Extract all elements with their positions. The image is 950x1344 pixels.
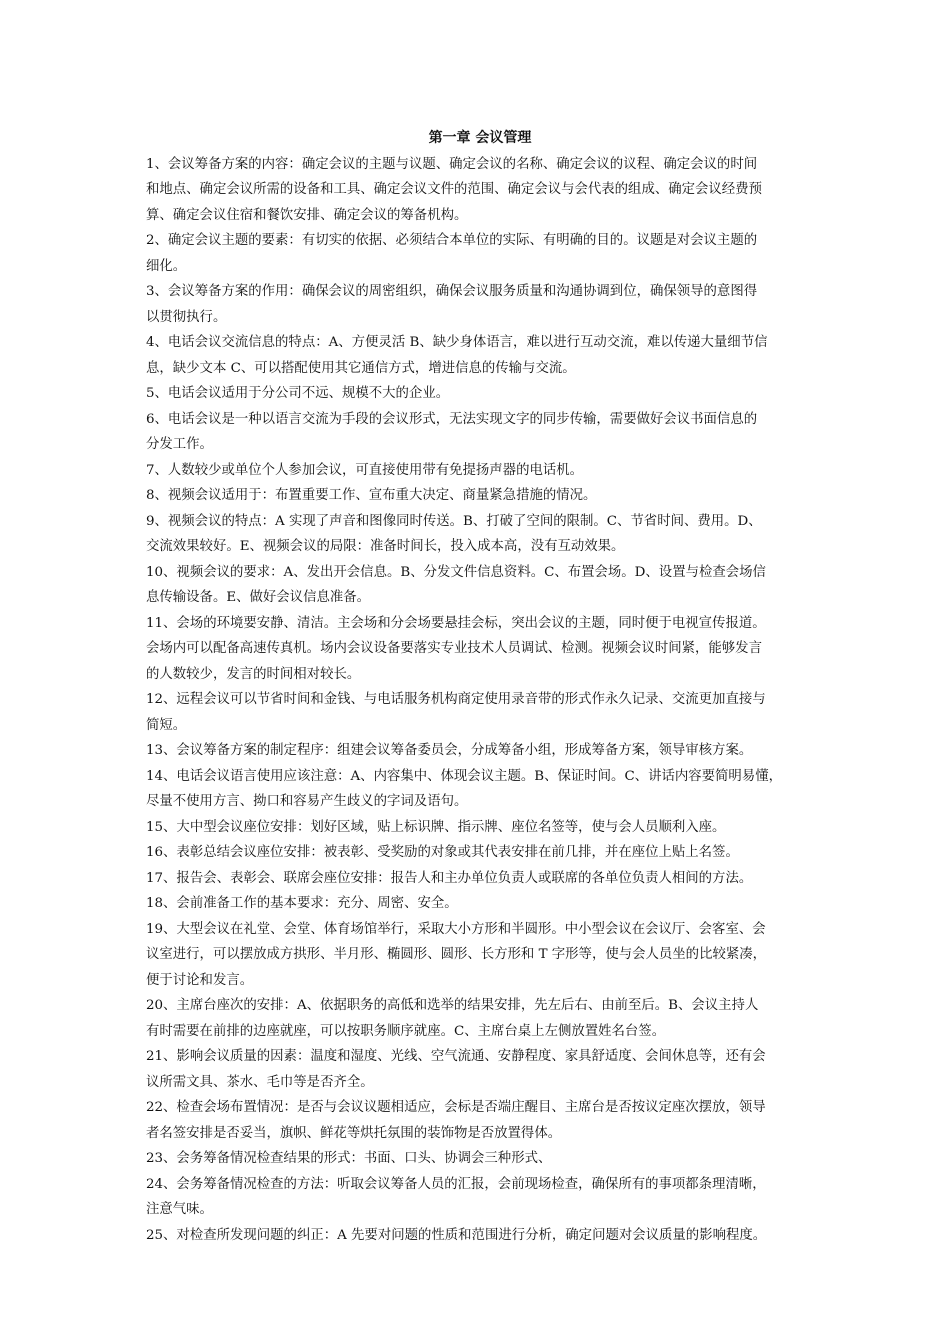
text-line: 的人数较少，发言的时间相对较长。 [146, 666, 361, 682]
text-line: 17、报告会、表彰会、联席会座位安排：报告人和主办单位负责人或联席的各单位负责人相间的方法。 [146, 870, 753, 886]
text-line: 1、会议筹备方案的内容：确定会议的主题与议题、确定会议的名称、确定会议的议程、确定会议的时间 [146, 156, 758, 172]
text-line: 20、主席台座次的安排：A、依据职务的高低和选举的结果安排，先左后右、由前至后。B、会议主持人 [146, 998, 759, 1013]
text-line: 有时需要在前排的边座就座，可以按职务顺序就座。C、主席台桌上左侧放置姓名台签。 [146, 1023, 666, 1039]
paragraph [146, 407, 814, 458]
text-line: 23、会务筹备情况检查结果的形式：书面、口头、协调会三种形式、 [146, 1151, 552, 1166]
text-line: 7、人数较少或单位个人参加会议，可直接使用带有免提扬声器的电话机。 [146, 462, 584, 478]
paragraph [146, 1044, 814, 1095]
paragraph [146, 279, 814, 330]
paragraph [146, 917, 814, 994]
text-line: 10、视频会议的要求：A、发出开会信息。B、分发文件信息资料。C、布置会场。D、设置与检查会场信 [146, 564, 766, 580]
text-line: 者名签安排是否妥当，旗帜、鲜花等烘托氛围的装饰物是否放置得体。 [146, 1125, 562, 1141]
paragraph [146, 458, 814, 484]
paragraph [146, 483, 814, 509]
text-line: 4、电话会议交流信息的特点：A、方便灵活 B、缺少身体语言，难以进行互动交流，难以传递大量细节信 [146, 335, 768, 350]
text-line: 11、会场的环境要安静、清洁。主会场和分会场要悬挂会标，突出会议的主题，同时便于电视宣传报道。 [146, 615, 766, 631]
text-line: 会场内可以配备高速传真机。场内会议设备要落实专业技术人员调试、检测。视频会议时间紧，能够发言 [146, 641, 762, 656]
paragraph [146, 815, 814, 841]
text-line: 算、确定会议住宿和餐饮安排、确定会议的筹备机构。 [146, 207, 468, 223]
text-line: 3、会议筹备方案的作用：确保会议的周密组织，确保会议服务质量和沟通协调到位，确保领导的意图得 [146, 284, 758, 299]
document-body [146, 126, 814, 1248]
paragraph [146, 1223, 814, 1249]
paragraph [146, 993, 814, 1044]
text-line: 25、对检查所发现问题的纠正：A 先要对问题的性质和范围进行分析，确定问题对会议质量的影响程度。 [146, 1227, 767, 1243]
text-line: 息传输设备。E、做好会议信息准备。 [146, 590, 371, 605]
chapter-title: 第一章 会议管理 [428, 130, 532, 146]
paragraph [146, 509, 814, 560]
text-line: 13、会议筹备方案的制定程序：组建会议筹备委员会，分成筹备小组，形成筹备方案，领导审核方案。 [146, 743, 753, 758]
paragraph [146, 1095, 814, 1146]
text-line: 和地点、确定会议所需的设备和工具、确定会议文件的范围、确定会议与会代表的组成、确定会议经费预 [146, 182, 762, 197]
text-line: 19、大型会议在礼堂、会堂、体育场馆举行，采取大小方形和半圆形。中小型会议在会议厅、会客室、会 [146, 921, 766, 937]
paragraph-list [146, 152, 814, 1249]
paragraph [146, 738, 814, 764]
text-line: 24、会务筹备情况检查的方法：听取会议筹备人员的汇报，会前现场检查，确保所有的事项都条理清晰， [146, 1176, 766, 1192]
text-line: 16、表彰总结会议座位安排：被表彰、受奖励的对象或其代表安排在前几排，并在座位上贴上名签。 [146, 845, 739, 860]
text-line: 分发工作。 [146, 437, 213, 452]
paragraph [146, 891, 814, 917]
paragraph [146, 866, 814, 892]
text-line: 细化。 [146, 258, 187, 274]
text-line: 9、视频会议的特点：A 实现了声音和图像同时传送。B、打破了空间的限制。C、节省时间、费用。D、 [146, 513, 762, 529]
paragraph [146, 840, 814, 866]
paragraph [146, 611, 814, 688]
text-line: 22、检查会场布置情况：是否与会议议题相适应，会标是否端庄醒目、主席台是否按议定座次摆放，领导 [146, 1100, 766, 1115]
paragraph [146, 381, 814, 407]
text-line: 交流效果较好。E、视频会议的局限：准备时间长，投入成本高，没有互动效果。 [146, 539, 625, 554]
paragraph [146, 152, 814, 229]
paragraph [146, 1172, 814, 1223]
text-line: 12、远程会议可以节省时间和金钱、与电话服务机构商定使用录音带的形式作永久记录、交流更加直接与 [146, 692, 766, 707]
text-line: 8、视频会议适用于：布置重要工作、宣布重大决定、商量紧急措施的情况。 [146, 488, 597, 503]
text-line: 简短。 [146, 717, 187, 733]
text-line: 息，缺少文本 C、可以搭配使用其它通信方式，增进信息的传输与交流。 [146, 360, 576, 376]
text-line: 尽量不使用方言、拗口和容易产生歧义的字词及语句。 [146, 794, 468, 809]
text-line: 5、电话会议适用于分公司不远、规模不大的企业。 [146, 386, 450, 401]
text-line: 15、大中型会议座位安排：划好区域，贴上标识牌、指示牌、座位名签等，使与会人员顺利入座。 [146, 819, 726, 835]
text-line: 注意气味。 [146, 1202, 213, 1217]
text-line: 6、电话会议是一种以语言交流为手段的会议形式，无法实现文字的同步传输，需要做好会议书面信息的 [146, 411, 758, 427]
paragraph [146, 228, 814, 279]
text-line: 14、电话会议语言使用应该注意：A、内容集中、体现会议主题。B、保证时间。C、讲话内容要简明易懂， [146, 768, 782, 784]
paragraph [146, 687, 814, 738]
text-line: 便于讨论和发言。 [146, 972, 254, 988]
text-line: 2、确定会议主题的要素：有切实的依据、必须结合本单位的实际、有明确的目的。议题是对会议主题的 [146, 233, 758, 248]
paragraph [146, 764, 814, 815]
text-line: 议室进行，可以摆放成方拱形、半月形、椭圆形、圆形、长方形和 T 字形等，使与会人员坐的比较紧凑， [146, 947, 767, 962]
paragraph [146, 1146, 814, 1172]
text-line: 以贯彻执行。 [146, 309, 227, 325]
text-line: 21、影响会议质量的因素：温度和湿度、光线、空气流通、安静程度、家具舒适度、会间休息等，还有会 [146, 1049, 766, 1064]
paragraph [146, 330, 814, 381]
paragraph [146, 560, 814, 611]
text-line: 议所需文具、茶水、毛巾等是否齐全。 [146, 1074, 374, 1090]
text-line: 18、会前准备工作的基本要求：充分、周密、安全。 [146, 896, 458, 911]
